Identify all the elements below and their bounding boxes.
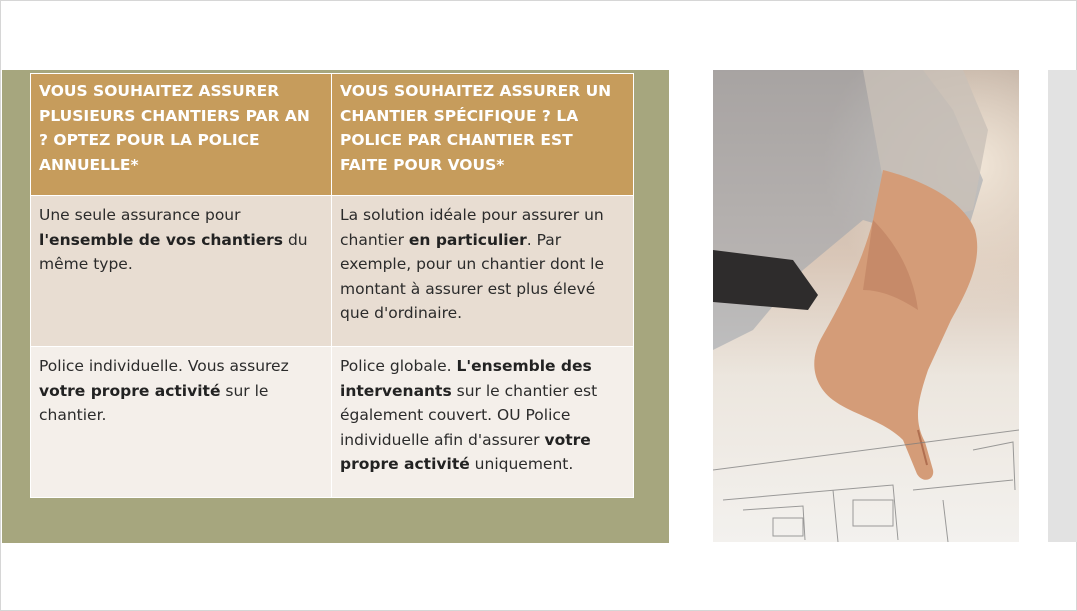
blueprint-hand-photo — [713, 70, 1019, 542]
insurance-comparison-table — [30, 73, 634, 498]
photo-illustration — [713, 70, 1019, 542]
header-annual-policy: VOUS SOUHAITEZ ASSURER PLUSIEURS CHANTIERS PAR AN ? OPTEZ POUR LA POLICE ANNUELLE* — [31, 74, 332, 196]
table-row — [31, 347, 634, 498]
cell-annual-scope: Une seule assurance pour l'ensemble de vos chantiers du même type. — [31, 196, 332, 347]
table-header-row — [31, 74, 634, 196]
cell-per-site-coverage: Police globale. L'ensemble des intervenants sur le chantier est également couvert. OU Police individuelle afin d'assurer votre propre activité uniquement. — [332, 347, 634, 498]
cell-annual-coverage: Police individuelle. Vous assurez votre propre activité sur le chantier. — [31, 347, 332, 498]
table-row — [31, 196, 634, 347]
cell-per-site-scope: La solution idéale pour assurer un chantier en particulier. Par exemple, pour un chantier dont le montant à assurer est plus élevé que d'ordinaire. — [332, 196, 634, 347]
adjacent-panel-strip — [1048, 70, 1077, 542]
header-per-site-policy: VOUS SOUHAITEZ ASSURER UN CHANTIER SPÉCIFIQUE ? LA POLICE PAR CHANTIER EST FAITE POUR VOUS* — [332, 74, 634, 196]
